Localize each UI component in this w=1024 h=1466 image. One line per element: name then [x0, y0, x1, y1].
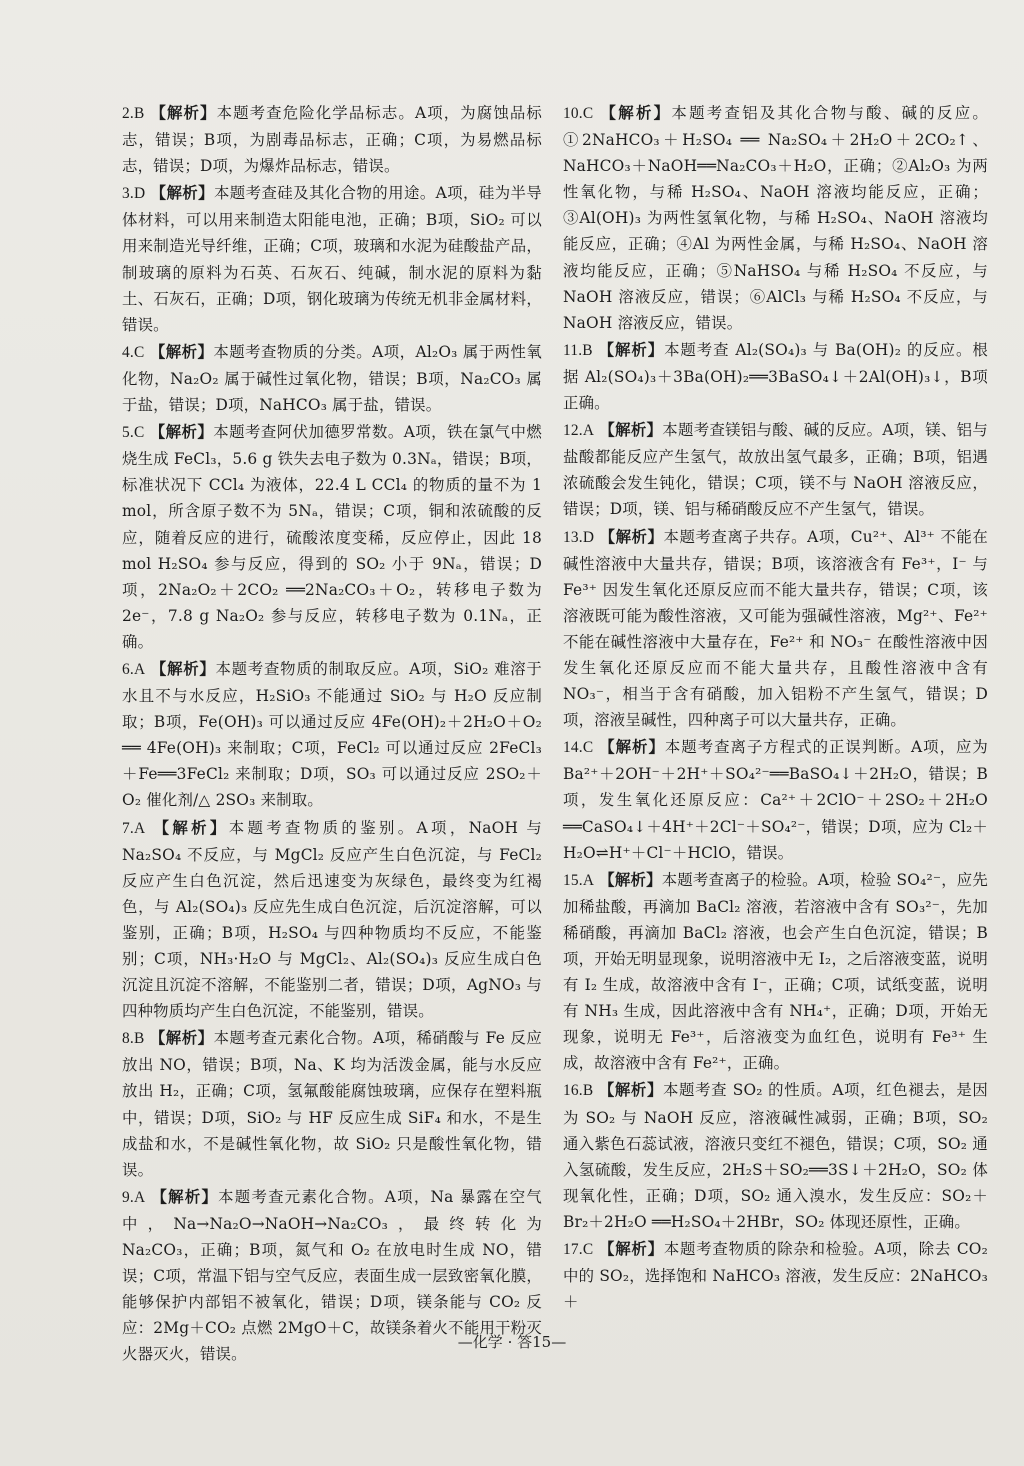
answer-number: 8.B — [122, 1030, 145, 1048]
analysis-text: 本题考查元素化合物。A项，稀硝酸与 Fe 反应放出 NO，错误；B项，Na、K 均为活泼金属，能与水反应放出 H₂，正确；C项，氢氟酸能腐蚀玻璃，应保存在塑料瓶中，错误；D项，SiO₂ 与 HF 反应生成 SiF₄ 和水，不是生成盐和水，不是碱性氧化物，故 SiO₂ 只是酸性氧化物，错误。 — [122, 1029, 542, 1179]
analysis-tag: 【解析】 — [151, 1187, 219, 1206]
answer-item — [122, 1025, 542, 1183]
analysis-tag: 【解析】 — [150, 104, 217, 122]
analysis-tag: 【解析】 — [598, 1081, 664, 1100]
analysis-text: 本题考查镁铝与酸、碱的反应。A项，镁、铝与盐酸都能反应产生氢气，故放出氢气最多，正确；B项，铝遇浓硫酸会发生钝化，错误；C项，镁不与 NaOH 溶液反应，错误；D项，镁、铝与稀硝酸反应不产生氢气，错误。 — [563, 421, 988, 519]
right-column — [563, 100, 988, 1316]
answer-number: 15.A — [563, 871, 595, 889]
answer-item — [563, 100, 988, 336]
answer-number: 4.C — [122, 343, 145, 361]
answer-item — [563, 337, 988, 416]
answer-number: 11.B — [563, 341, 593, 359]
analysis-text: 本题考查 Al₂(SO₄)₃ 与 Ba(OH)₂ 的反应。根据 Al₂(SO₄)₃＋3Ba(OH)₂══3BaSO₄↓＋2Al(OH)₃↓，B项正确。 — [563, 340, 988, 413]
answer-number: 10.C — [563, 105, 594, 122]
answer-number: 12.A — [563, 422, 595, 440]
analysis-tag: 【解析】 — [600, 104, 672, 122]
answer-number: 6.A — [122, 660, 146, 678]
analysis-text: 本题考查离子共存。A项，Cu²⁺、Al³⁺ 不能在碱性溶液中大量共存，错误；B项，该溶液含有 Fe³⁺，I⁻ 与 Fe³⁺ 因发生氧化还原反应而不能大量共存，错误；C项，该溶液既可能为酸性溶液，又可能为强碱性溶液，Mg²⁺、Fe²⁺ 不能在碱性溶液中大量存在，Fe²⁺ 和 NO₃⁻ 在酸性溶液中因发生氧化还原反应而不能大量共存，且酸性溶液中含有 NO₃⁻，相当于含有硝酸，加入铝粉不产生氢气，错误；D项，溶液呈碱性，四种离子可以大量共存，正确。 — [563, 527, 988, 730]
answer-number: 16.B — [563, 1082, 594, 1100]
answer-number: 7.A — [122, 819, 146, 837]
answer-item — [563, 867, 988, 1077]
analysis-text: 本题考查物质的鉴别。A项，NaOH 与 Na₂SO₄ 不反应，与 MgCl₂ 反应产生白色沉淀，与 FeCl₂ 反应产生白色沉淀，然后迅速变为灰绿色，最终变为红褐色，与 Al₂(SO₄)₃ 反应先生成白色沉淀，后沉淀溶解，可以鉴别，正确；B项，H₂SO₄ 与四种物质均不反应，不能鉴别；C项，NH₃·H₂O 与 MgCl₂、Al₂(SO₄)₃ 反应生成白色沉淀且沉淀不溶解，不能鉴别二者，错误；D项，AgNO₃ 与四种物质均产生白色沉淀，不能鉴别，错误。 — [122, 818, 542, 1021]
answer-number: 2.B — [122, 105, 145, 122]
answer-number: 9.A — [122, 1188, 146, 1206]
analysis-tag: 【解析】 — [599, 421, 663, 440]
answer-item — [122, 419, 542, 655]
answer-item — [122, 656, 542, 814]
answer-number: 3.D — [122, 185, 146, 203]
analysis-tag: 【解析】 — [599, 527, 664, 546]
analysis-text: 本题考查离子方程式的正误判断。A项，应为 Ba²⁺＋2OH⁻＋2H⁺＋SO₄²⁻══BaSO₄↓＋2H₂O，错误；B项，发生氧化还原反应：Ca²⁺＋2ClO⁻＋2SO₂＋2H₂O ══CaSO₄↓＋4H⁺＋2Cl⁻＋SO₄²⁻，错误；D项，应为 Cl₂＋H₂O⇌H⁺＋Cl⁻＋HClO，错误。 — [563, 738, 989, 862]
analysis-text: 本题考查 SO₂ 的性质。A项，红色褪去，是因为 SO₂ 与 NaOH 反应，溶液碱性减弱，正确；B项，SO₂ 通入紫色石蕊试液，溶液只变红不褪色，错误；C项，SO₂ 通入氢硫酸，发生反应，2H₂S＋SO₂══3S↓＋2H₂O，SO₂ 体现氧化性，正确；D项，SO₂ 通入溴水，发生反应：SO₂＋Br₂＋2H₂O ══H₂SO₄＋2HBr，SO₂ 体现还原性，正确。 — [563, 1081, 988, 1231]
page-footer: —化学 · 答15— — [457, 1333, 567, 1351]
analysis-tag: 【解析】 — [149, 1029, 214, 1048]
analysis-tag: 【解析】 — [599, 738, 665, 757]
analysis-text: 本题考查硅及其化合物的用途。A项，硅为半导体材料，可以用来制造太阳能电池，正确；B项，SiO₂ 可以用来制造光导纤维，正确；C项，玻璃和水泥为硅酸盐产品，制玻璃的原料为石英、石灰石、纯碱，制水泥的原料为黏土、石灰石，正确；D项，钢化玻璃为传统无机非金属材料，错误。 — [122, 184, 542, 334]
answer-number: 13.D — [563, 528, 595, 546]
analysis-text: 本题考查离子的检验。A项，检验 SO₄²⁻，应先加稀盐酸，再滴加 BaCl₂ 溶液，若溶液中含有 SO₃²⁻，先加稀硝酸，再滴加 BaCl₂ 溶液，也会产生白色沉淀，错误；B项，开始无明显现象，说明溶液中无 I₂，之后溶液变蓝，说明有 I₂ 生成，故溶液中含有 I⁻，正确；C项，试纸变蓝，说明有 NH₃ 生成，因此溶液中含有 NH₄⁺，正确；D项，开始无现象，说明无 Fe³⁺，后溶液变为血红色，说明有 Fe³⁺ 生成，故溶液中含有 Fe²⁺，正确。 — [563, 870, 988, 1073]
analysis-tag: 【解析】 — [150, 184, 214, 203]
answer-number: 5.C — [122, 424, 145, 442]
answer-item — [122, 100, 542, 179]
answer-item — [122, 180, 542, 338]
analysis-tag: 【解析】 — [599, 870, 662, 889]
analysis-tag: 【解析】 — [599, 1240, 664, 1259]
analysis-text: 本题考查阿伏加德罗常数。A项，铁在氯气中燃烧生成 FeCl₃，5.6 g 铁失去电子数为 0.3Nₐ，错误；B项，标准状况下 CCl₄ 为液体，22.4 L CCl₄ 的物质的量不为 1 mol，所含原子数不为 5Nₐ，错误；C项，铜和浓硫酸的反应，随着反应的进行，硫酸浓度变稀，反应停止，因此 18 mol H₂SO₄ 参与反应，得到的 SO₂ 小于 9Nₐ，错误；D项，2Na₂O₂＋2CO₂ ══2Na₂CO₃＋O₂，转移电子数为 2e⁻，7.8 g Na₂O₂ 参与反应，转移电子数为 0.1Nₐ，正确。 — [122, 423, 542, 651]
answer-item — [563, 1077, 988, 1235]
analysis-text: 本题考查物质的制取反应。A项，SiO₂ 难溶于水且不与水反应，H₂SiO₃ 不能通过 SiO₂ 与 H₂O 反应制取；B项，Fe(OH)₃ 可以通过反应 4Fe(OH)₂＋2H₂O＋O₂ ══ 4Fe(OH)₃ 来制取；C项，FeCl₂ 可以通过反应 2FeCl₃＋Fe══3FeCl₂ 来制取；D项，SO₃ 可以通过反应 2SO₂＋O₂ 催化剂/△ 2SO₃ 来制取。 — [122, 659, 542, 810]
analysis-tag: 【解析】 — [150, 659, 216, 678]
answer-item — [563, 417, 988, 522]
answer-item — [563, 1236, 988, 1315]
analysis-text: 本题考查元素化合物。A项，Na 暴露在空气中，Na→Na₂O→NaOH→Na₂CO₃，最终转化为 Na₂CO₃，正确；B项，氮气和 O₂ 在放电时生成 NO，错误；C项，常温下铝与空气反应，表面生成一层致密氧化膜，能够保护内部铝不被氧化，错误；D项，镁条能与 CO₂ 反应：2Mg＋CO₂ 点燃 2MgO＋C，故镁条着火不能用干粉灭火器灭火，错误。 — [122, 1187, 542, 1364]
analysis-tag: 【解析】 — [149, 423, 214, 442]
column-divider — [545, 112, 546, 1322]
analysis-text: 本题考查物质的分类。A项，Al₂O₃ 属于两性氧化物，Na₂O₂ 属于碱性过氧化物，错误；B项，Na₂CO₃ 属于盐，错误；D项，NaHCO₃ 属于盐，错误。 — [122, 342, 542, 415]
answer-item — [563, 524, 988, 734]
analysis-text: 本题考查铝及其化合物与酸、碱的反应。①2NaHCO₃＋H₂SO₄ ══ Na₂SO₄＋2H₂O＋2CO₂↑、NaHCO₃＋NaOH══Na₂CO₃＋H₂O，正确；②Al₂O₃ 为两性氧化物，与稀 H₂SO₄、NaOH 溶液均能反应，正确；③Al(OH)₃ 为两性氢氧化物，与稀 H₂SO₄、NaOH 溶液均能反应，正确；④Al 为两性金属，与稀 H₂SO₄、NaOH 溶液均能反应，正确；⑤NaHSO₄ 与稀 H₂SO₄ 不反应，与 NaOH 溶液反应，错误；⑥AlCl₃ 与稀 H₂SO₄ 不反应，与 NaOH 溶液反应，错误。 — [563, 104, 988, 332]
analysis-text: 本题考查危险化学品标志。A项，为腐蚀品标志，错误；B项，为剧毒品标志，正确；C项，为易燃品标志，错误；D项，为爆炸品标志，错误。 — [122, 104, 542, 176]
answer-number: 17.C — [563, 1241, 594, 1259]
left-column — [122, 100, 542, 1369]
answer-item — [122, 339, 542, 418]
analysis-tag: 【解析】 — [153, 818, 229, 837]
analysis-tag: 【解析】 — [149, 342, 214, 361]
answer-item — [563, 734, 988, 865]
answer-number: 14.C — [563, 739, 594, 757]
answer-item — [122, 815, 542, 1025]
analysis-tag: 【解析】 — [598, 340, 665, 359]
analysis-text: 本题考查物质的除杂和检验。A项，除去 CO₂ 中的 SO₂，选择饱和 NaHCO₃ 溶液，发生反应：2NaHCO₃＋ — [563, 1240, 988, 1312]
